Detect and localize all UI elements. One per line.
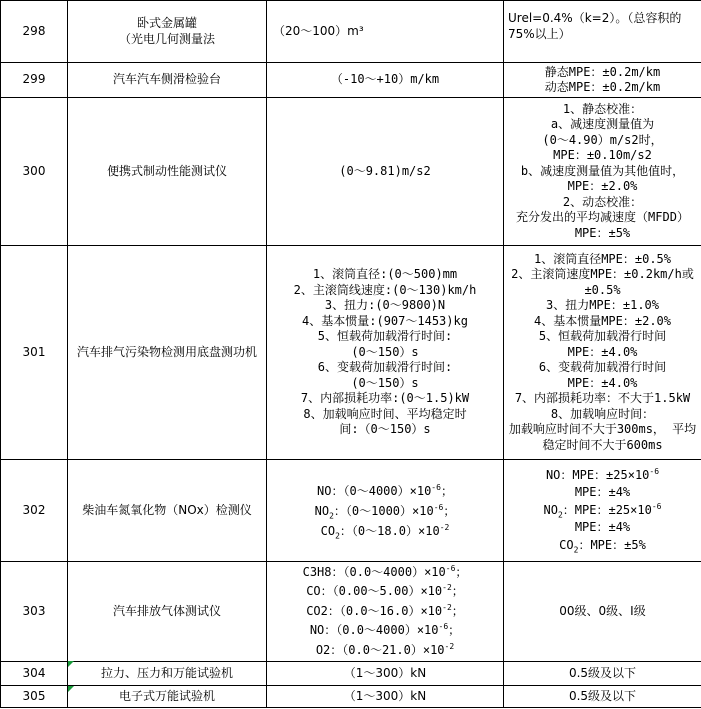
measurement-range [267,562,504,662]
accuracy-line: 0.5级及以下 [568,665,637,680]
measurement-range [267,1,504,63]
accuracy-line: 稳定时间不大于600ms [542,437,663,452]
accuracy-line: Urel=0.4%（k=2）。（总容积的75%以上） [508,11,682,41]
table-row [1,562,701,662]
range-line: 间:（0～150）s [339,422,431,437]
accuracy-line: MPE：±2.0% [567,179,638,194]
instrument-name [68,1,267,63]
table-row [1,98,701,246]
accuracy-line: 4、基本惯量MPE：±2.0% [533,313,672,328]
name-line: 电子式万能试验机 [118,688,215,703]
range-line: $NO_2$：$(0\sim 1000)\times 10^{-6}$； [314,502,456,520]
accuracy-line: ±0.5% [584,282,621,297]
accuracy-line: 5、恒载荷加载滑行时间 [538,329,667,344]
table-row [1,460,701,562]
range-line: CO2：$(0.0\sim 16.0)\times 10^{-2}$； [306,602,464,618]
accuracy-line: MPE：±4% [574,520,631,535]
range-line: （1～300）kN [343,665,427,680]
accuracy-line: MPE：±5% [574,225,631,240]
accuracy-spec [504,98,701,246]
name-line: 柴油车氮氧化物（NOx）检测仪 [82,502,252,517]
accuracy-line: NO：MPE：$\pm 25\times 10^{-6}$ [545,466,660,482]
range-line: O2：$(0.0\sim 21.0)\times 10^{-2}$ [315,641,455,657]
item-number: 305 [1,686,68,708]
instrument-name [68,98,267,246]
range-line: 4、基本惯量:(907～1453)kg [302,313,468,328]
table-row [1,63,701,98]
accuracy-spec [504,460,701,562]
range-line: （-10～+10）m/km [330,72,440,87]
range-line: NO：$(0\sim 4000)\times 10^{-6}$； [317,482,453,498]
accuracy-line: 00级、0级、I级 [559,603,646,618]
name-line: 拉力、压力和万能试验机 [100,665,233,680]
accuracy-line: 1、静态校准： [562,101,643,116]
accuracy-line: (0～4.90）m/s2时， [542,132,663,147]
accuracy-line: 2、主滚筒速度MPE：±0.2km/h或 [511,267,694,282]
measurement-range [267,63,504,98]
range-line: （1～300）kN [343,688,427,703]
range-line: 3、扭力:(0～9800)N [324,298,446,313]
table-row [1,662,701,686]
instrument-name [68,63,267,98]
accuracy-line: 2、动态校准： [562,194,643,209]
measurement-range [267,686,504,708]
range-line: CO：$(0.00\sim 5.00)\times 10^{-2}$； [306,583,464,599]
range-line: (0～9.81)m/s2 [339,163,431,178]
range-line: 5、恒载荷加载滑行时间: [317,329,453,344]
name-line: 汽车汽车侧滑检验台 [112,72,221,87]
name-line: （光电几何测量法 [118,31,215,46]
item-number: 302 [1,460,68,562]
accuracy-spec [504,63,701,98]
accuracy-line: a、减速度测量值为 [550,117,655,132]
range-line: 8、加载响应时间、平均稳定时 [303,406,467,421]
instrument-name [68,562,267,662]
measurement-range [267,246,504,460]
accuracy-line: 6、变载荷加载滑行时间 [538,360,667,375]
range-line: (0～150）s [351,375,419,390]
instrument-name [68,246,267,460]
item-number: 304 [1,662,68,686]
accuracy-line: MPE：±4.0% [567,375,638,390]
range-line: 2、主滚筒线速度:(0～130)km/h [293,282,477,297]
accuracy-line: MPE：±4% [574,485,631,500]
instrument-name [68,686,267,708]
range-line: 6、变载荷加载滑行时间: [317,360,453,375]
table-row [1,1,701,63]
range-line: 1、滚筒直径:(0～500)mm [312,267,458,282]
measurement-range [267,662,504,686]
accuracy-line: 7、内部损耗功率：不大于1.5kW [514,391,691,406]
cell-comment-marker [68,661,74,667]
name-line: 便携式制动性能测试仪 [106,163,227,178]
range-line: （20～100）m³ [273,23,364,38]
range-line: (0～150）s [351,344,419,359]
accuracy-line: 充分发出的平均减速度（MFDD） [516,210,689,225]
name-line: 汽车排气污染物检测用底盘测功机 [76,344,257,359]
accuracy-line: MPE：±0.10m/s2 [553,148,652,163]
item-number: 301 [1,246,68,460]
table-row [1,246,701,460]
accuracy-line: 3、扭力MPE：±1.0% [545,298,660,313]
accuracy-line: b、减速度测量值为其他值时， [520,163,685,178]
accuracy-spec [504,562,701,662]
table-row [1,686,701,708]
range-line: NO：$(0.0\sim 4000)\times 10^{-6}$； [309,622,461,638]
accuracy-line: 1、滚筒直径MPE：±0.5% [533,251,672,266]
range-line: 7、内部损耗功率:(0～1.5)kW [300,391,470,406]
name-line: 汽车排放气体测试仪 [112,603,221,618]
instrument-name [68,460,267,562]
name-line: 卧式金属罐 [136,16,197,30]
item-number: 298 [1,1,68,63]
item-number: 300 [1,98,68,246]
accuracy-line: 0.5级及以下 [568,688,637,703]
instrument-name [68,662,267,686]
accuracy-spec [504,662,701,686]
cell-comment-marker [68,686,74,692]
accuracy-line: MPE：±4.0% [567,344,638,359]
accuracy-line: 静态MPE：±0.2m/km [544,64,661,79]
item-number: 299 [1,63,68,98]
accuracy-spec [504,246,701,460]
accuracy-spec [504,1,701,63]
range-line: C3H8：$(0.0\sim 4000)\times 10^{-6}$； [302,563,468,579]
range-line: $CO_2$：$(0\sim 18.0)\times 10^{-2}$ [320,522,450,540]
accuracy-line: $CO_2$：MPE：±5% [559,537,646,555]
accuracy-line: 加载响应时间不大于300ms， 平均 [508,422,697,437]
accuracy-line: 动态MPE：±0.2m/km [544,80,661,94]
measurement-range [267,460,504,562]
measurement-range [267,98,504,246]
accuracy-line: 8、加载响应时间： [550,406,655,421]
item-number: 303 [1,562,68,662]
accuracy-spec [504,686,701,708]
accuracy-line: $NO_2$：MPE：$\pm 25\times 10^{-6}$ [543,501,662,520]
